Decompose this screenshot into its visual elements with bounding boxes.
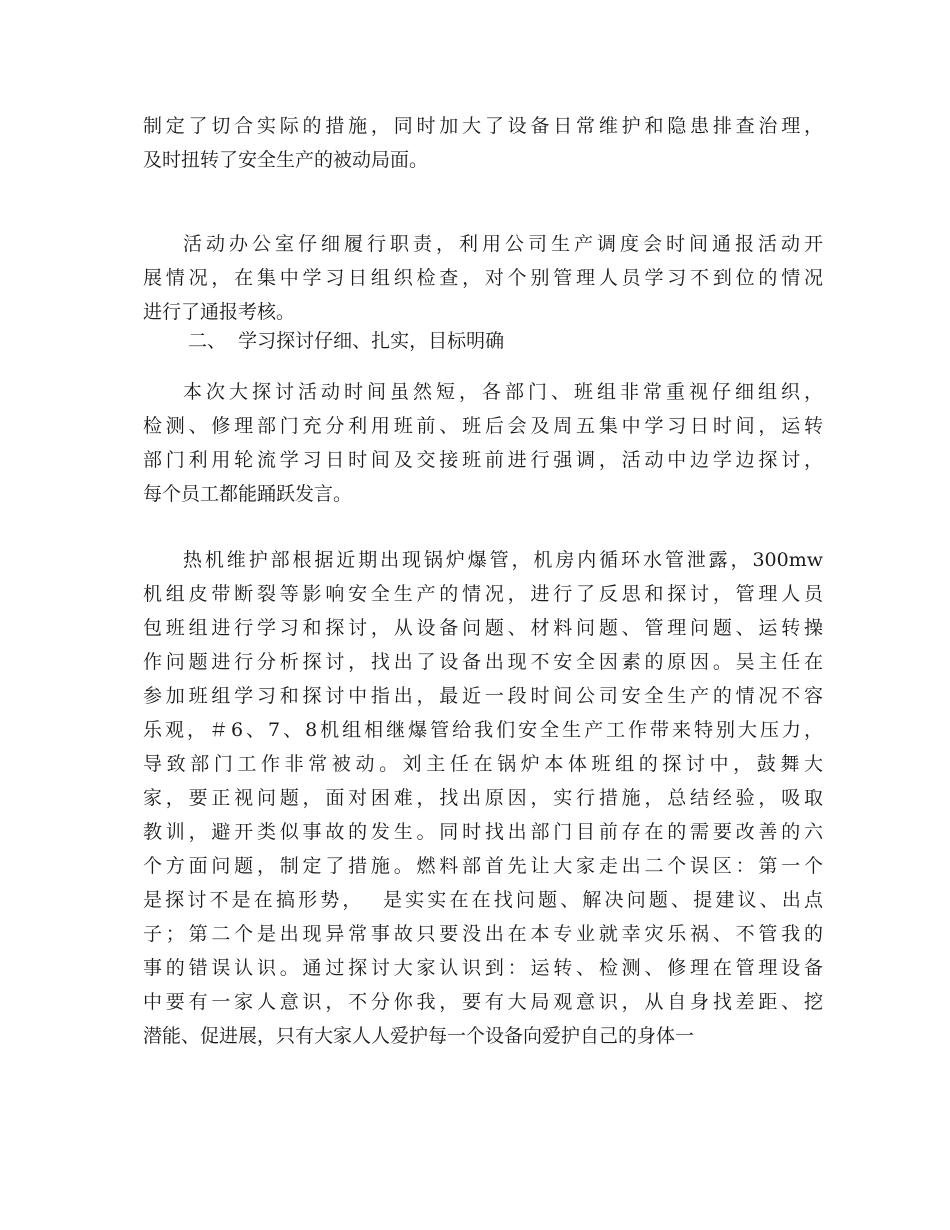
text-line: 家，要正视问题，面对困难，找出原因，实行措施，总结经验，吸取 (143, 787, 823, 809)
text-line: 及时扭转了安全生产的被动局面。 (143, 149, 429, 171)
text-line: 检测、修理部门充分利用班前、班后会及周五集中学习日时间，运转 (143, 415, 823, 437)
paragraph-1 (143, 109, 823, 177)
text-line: 导致部门工作非常被动。刘主任在锅炉本体班组的探讨中，鼓舞大 (143, 753, 823, 775)
text-line: 潜能、促进展，只有大家人人爱护每一个设备向爱护自己的身体一 (143, 1025, 695, 1047)
text-line: 子；第二个是出现异常事故只要没出在本专业就幸灾乐祸、不管我的 (143, 923, 823, 945)
section-heading (143, 324, 823, 358)
text-line: 每个员工都能踊跃发言。 (143, 483, 353, 505)
text-line: 进行了通报考核。 (143, 301, 296, 323)
section-heading-text: 二、 学习探讨仔细、扎实，目标明确 (188, 330, 505, 352)
paragraph-2 (143, 227, 823, 329)
text-line: 机组皮带断裂等影响安全生产的情况，进行了反思和探讨，管理人员 (143, 583, 823, 605)
text-line: 作问题进行分析探讨，找出了设备出现不安全因素的原因。吴主任在 (143, 651, 823, 673)
text-line: 中要有一家人意识，不分你我，要有大局观意识，从自身找差距、挖 (143, 991, 823, 1013)
text-line: 包班组进行学习和探讨，从设备问题、材料问题、管理问题、运转操 (143, 617, 823, 639)
text-line: 热机维护部根据近期出现锅炉爆管，机房内循环水管泄露，300mw (183, 549, 823, 571)
text-line: 参加班组学习和探讨中指出，最近一段时间公司安全生产的情况不容 (143, 685, 823, 707)
text-line: 事的错误认识。通过探讨大家认识到：运转、检测、修理在管理设备 (143, 957, 823, 979)
text-line: 部门利用轮流学习日时间及交接班前进行强调，活动中边学边探讨， (143, 449, 823, 471)
paragraph-3 (143, 375, 823, 511)
text-line: 制定了切合实际的措施，同时加大了设备日常维护和隐患排查治理， (143, 115, 823, 137)
text-line: 本次大探讨活动时间虽然短，各部门、班组非常重视仔细组织， (183, 381, 823, 403)
text-line: 个方面问题，制定了措施。燃料部首先让大家走出二个误区：第一个 (143, 855, 823, 877)
text-line: 活动办公室仔细履行职责，利用公司生产调度会时间通报活动开 (183, 233, 823, 255)
paragraph-4 (143, 543, 823, 1053)
text-line: 是探讨不是在搞形势， 是实实在在找问题、解决问题、提建议、出点 (143, 889, 823, 911)
text-line: 乐观，＃6、7、8机组相继爆管给我们安全生产工作带来特别大压力， (143, 719, 823, 741)
text-line: 展情况，在集中学习日组织检查，对个别管理人员学习不到位的情况 (143, 267, 823, 289)
text-line: 教训，避开类似事故的发生。同时找出部门目前存在的需要改善的六 (143, 821, 823, 843)
